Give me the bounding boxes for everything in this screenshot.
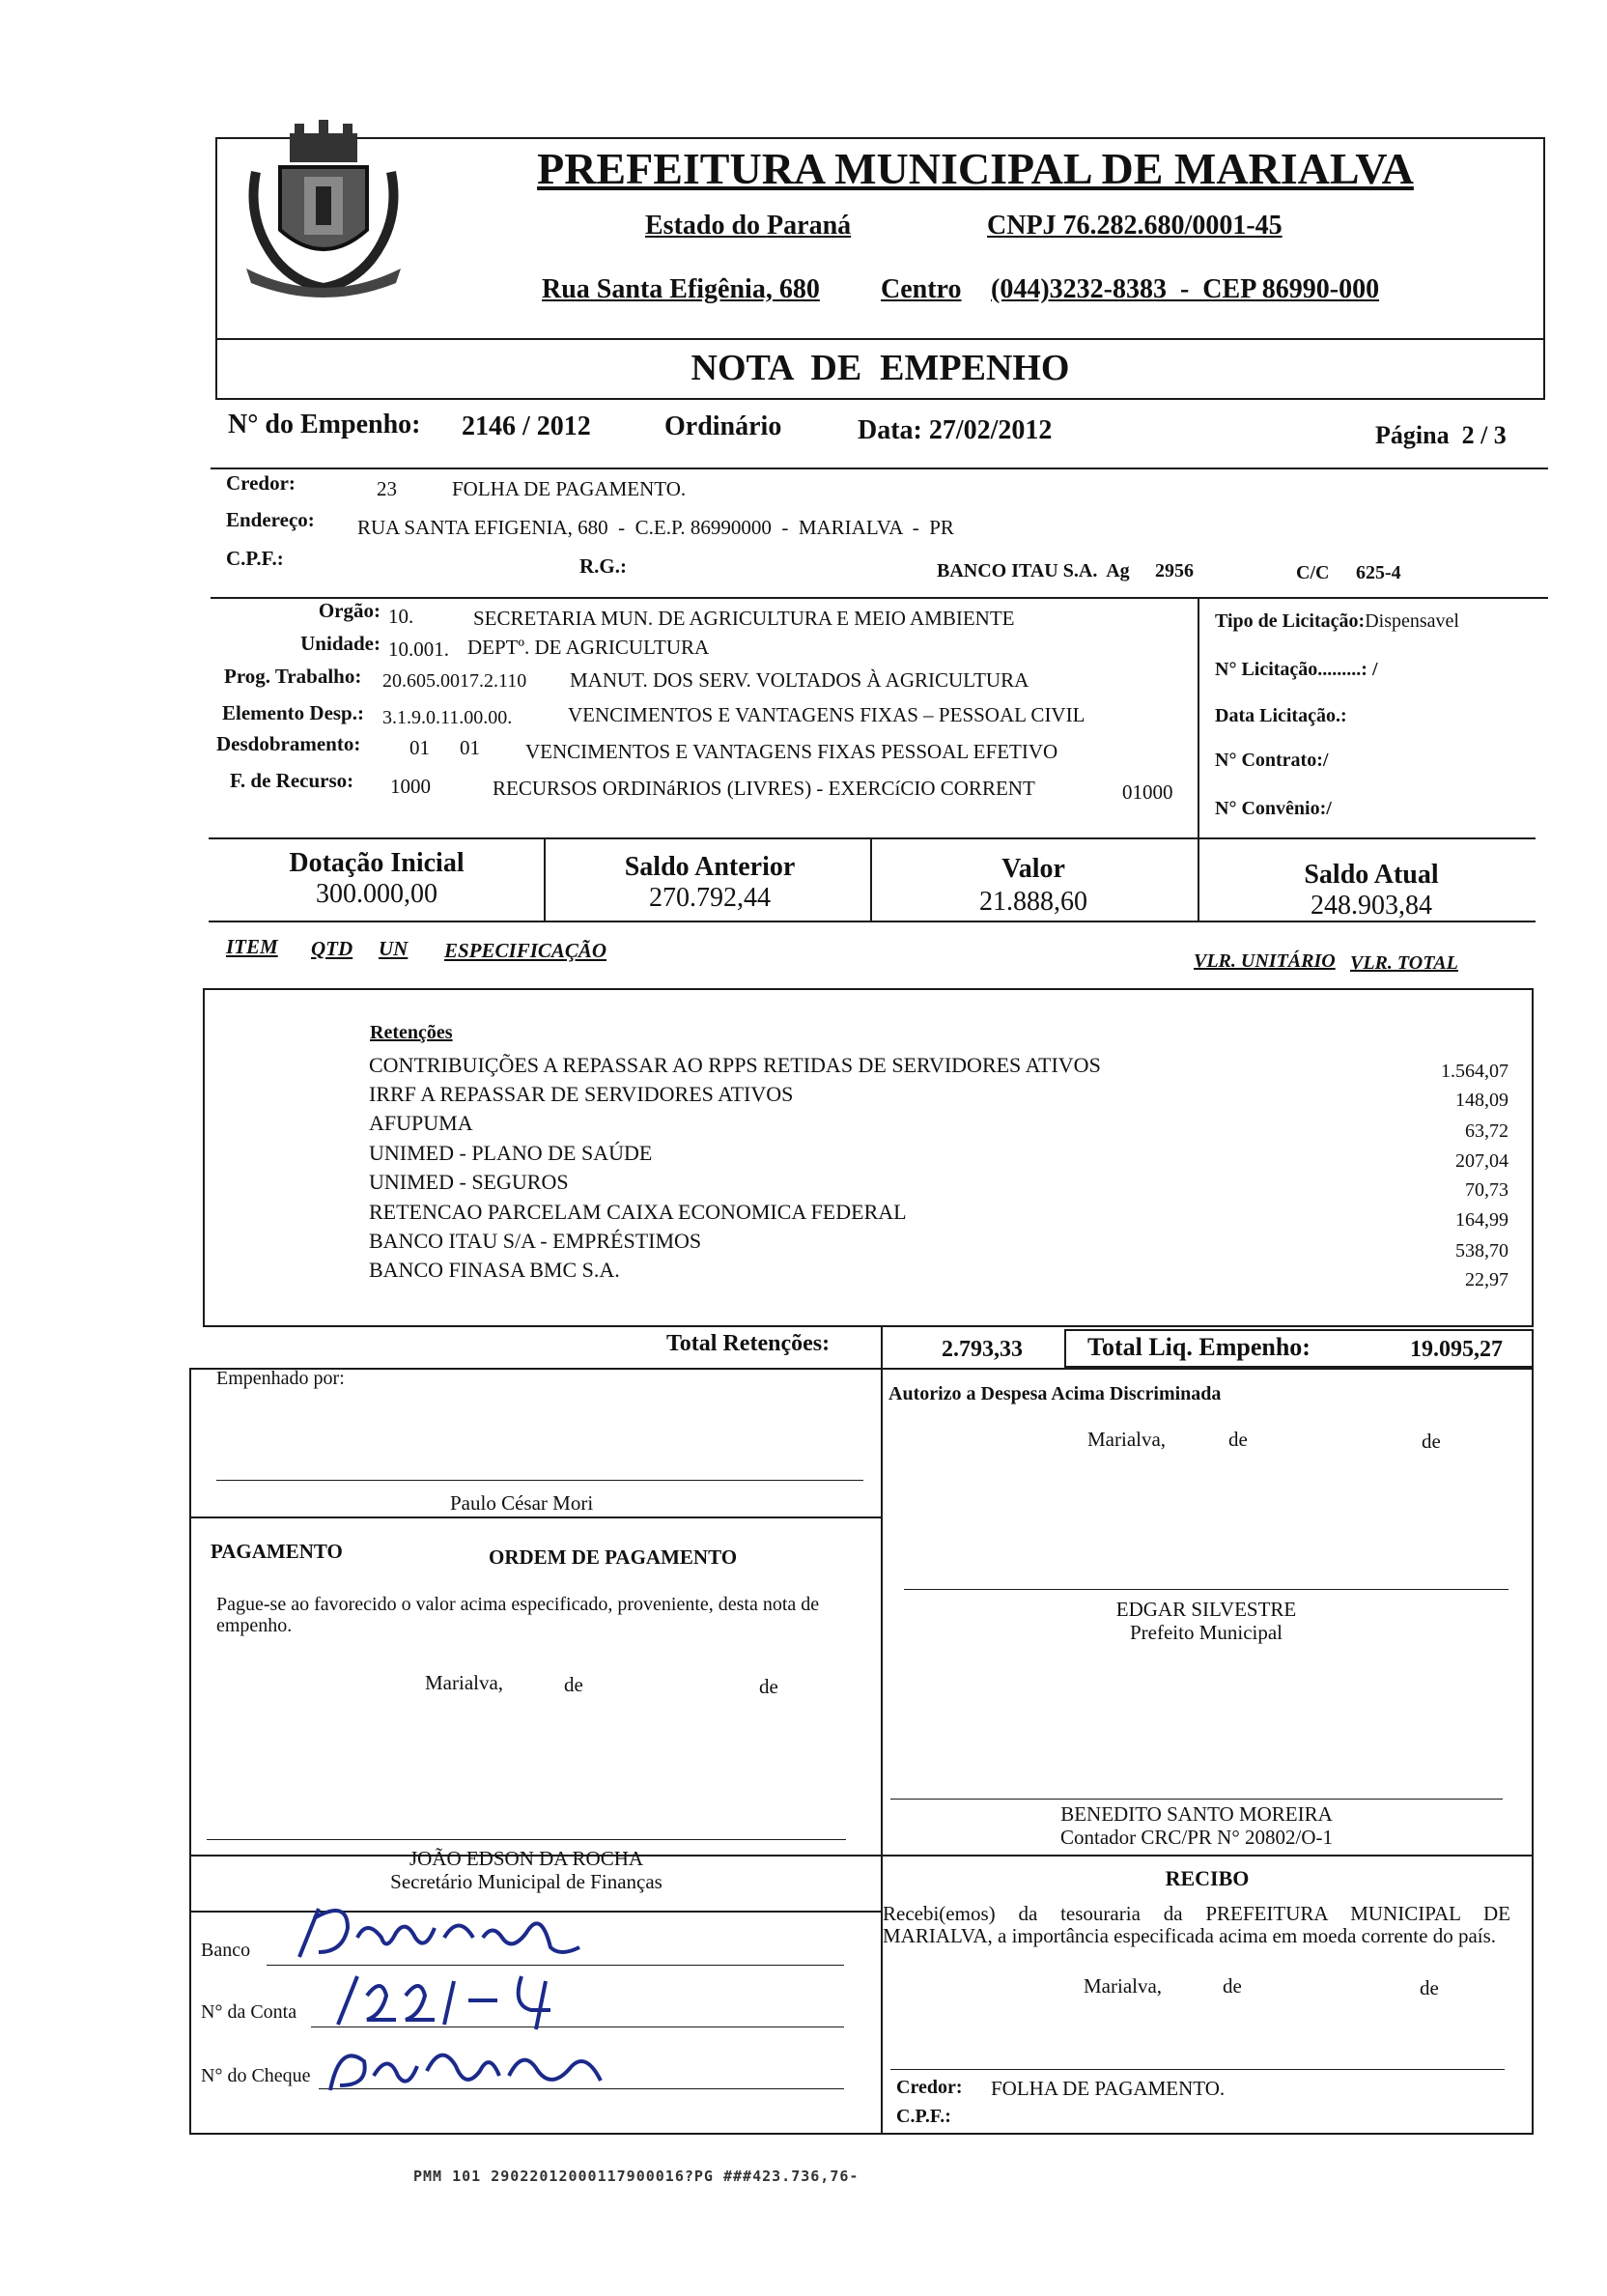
dotacao-value: 300.000,00 <box>316 879 437 909</box>
elemento-code: 3.1.9.0.11.00.00. <box>382 707 513 728</box>
desdobramento-a: 01 <box>409 736 430 759</box>
autorizo-de1: de <box>1228 1428 1248 1451</box>
orgao-label: Orgão: <box>318 599 381 622</box>
unidade-label: Unidade: <box>300 632 381 655</box>
col-un: UN <box>379 937 409 960</box>
account-number: 625-4 <box>1356 562 1401 583</box>
retencao-value: 207,04 <box>1455 1150 1508 1172</box>
orgao-name: SECRETARIA MUN. DE AGRICULTURA E MEIO AMBIENTE <box>473 607 1015 630</box>
retencao-value: 1.564,07 <box>1441 1061 1508 1082</box>
list-item <box>369 1200 1508 1229</box>
recibo-credor-label: Credor: <box>896 2077 963 2098</box>
list-item <box>369 1258 1508 1290</box>
retencao-value: 164,99 <box>1455 1209 1508 1231</box>
prog-code: 20.605.0017.2.110 <box>382 670 527 692</box>
dotacao-label: Dotação Inicial <box>289 848 465 878</box>
total-liq-value: 19.095,27 <box>1410 1337 1503 1362</box>
saldo-anterior-value: 270.792,44 <box>649 883 771 913</box>
saldo-anterior-label: Saldo Anterior <box>624 852 796 882</box>
numero-contrato: N° Contrato:/ <box>1215 750 1329 771</box>
retencao-value: 148,09 <box>1455 1090 1508 1111</box>
tipo-licitacao-label <box>1215 610 1459 633</box>
retencoes-title: Retenções <box>370 1022 453 1043</box>
prefeito-cargo: Prefeito Municipal <box>1129 1621 1283 1644</box>
retencao-desc: UNIMED - PLANO DE SAÚDE <box>369 1141 653 1165</box>
cheque-label: N° do Cheque <box>201 2065 311 2086</box>
list-item <box>369 1170 1508 1200</box>
header-neighborhood: Centro <box>881 274 962 304</box>
coat-of-arms-logo <box>237 114 410 307</box>
retencao-desc: BANCO ITAU S/A - EMPRÉSTIMOS <box>369 1229 702 1253</box>
recibo-credor-value: FOLHA DE PAGAMENTO. <box>991 2077 1226 2100</box>
recibo-de2: de <box>1420 1976 1439 1999</box>
rg-label: R.G.: <box>579 554 627 578</box>
unidade-code: 10.001. <box>388 638 449 661</box>
retencao-value: 538,70 <box>1455 1240 1508 1261</box>
page-number: Página 2 / 3 <box>1375 421 1507 449</box>
footer-stamp: PMM 101 29022012000117900016?PG ###423.736,76- <box>413 2168 860 2185</box>
empenho-label: N° do Empenho: <box>228 410 421 439</box>
pagamento-marialva: Marialva, <box>425 1671 504 1694</box>
header-title: PREFEITURA MUNICIPAL DE MARIALVA <box>537 144 1414 193</box>
pagamento-de2: de <box>759 1675 778 1698</box>
pague-se-text: Pague-se ao favorecido o valor acima especificado, proveniente, desta nota de empenho. <box>216 1594 820 1636</box>
col-item: ITEM <box>226 935 278 958</box>
account-label: C/C <box>1296 562 1330 583</box>
credor-name: FOLHA DE PAGAMENTO. <box>452 477 687 500</box>
document-title: NOTA DE EMPENHO <box>691 348 1070 388</box>
autorizo-marialva: Marialva, <box>1087 1428 1167 1451</box>
credor-label: Credor: <box>226 471 296 495</box>
empenho-number: 2146 / 2012 <box>462 411 591 441</box>
header-state: Estado do Paraná <box>645 211 852 241</box>
credor-code: 23 <box>377 477 397 500</box>
list-item <box>369 1141 1508 1170</box>
empenho-type: Ordinário <box>664 411 782 441</box>
retencao-value: 70,73 <box>1465 1179 1508 1201</box>
saldo-atual-label: Saldo Atual <box>1304 860 1439 890</box>
retencao-value: 63,72 <box>1465 1120 1508 1142</box>
numero-licitacao: N° Licitação.........: / <box>1215 659 1378 680</box>
header-phone-cep: (044)3232-8383 - CEP 86990-000 <box>991 274 1380 304</box>
retencoes-list <box>369 1053 1508 1290</box>
retencao-desc: RETENCAO PARCELAM CAIXA ECONOMICA FEDERAL <box>369 1200 907 1224</box>
col-vlr-unitario: VLR. UNITÁRIO <box>1194 950 1336 972</box>
bank-agency: 2956 <box>1155 560 1194 581</box>
header-address: Rua Santa Efigênia, 680 <box>542 274 820 304</box>
numero-convenio: N° Convênio:/ <box>1215 798 1332 819</box>
desdobramento-name: VENCIMENTOS E VANTAGENS FIXAS PESSOAL EFETIVO <box>525 740 1058 763</box>
total-retencoes-value: 2.793,33 <box>942 1337 1023 1362</box>
contador-cargo: Contador CRC/PR N° 20802/O-1 <box>1059 1826 1333 1849</box>
total-retencoes-label: Total Retenções: <box>666 1331 831 1356</box>
col-vlr-total: VLR. TOTAL <box>1350 952 1458 974</box>
valor-value: 21.888,60 <box>979 887 1087 917</box>
empenhado-nome: Paulo César Mori <box>450 1491 594 1515</box>
desdobramento-b: 01 <box>460 736 480 759</box>
col-especificacao: ESPECIFICAÇÃO <box>444 939 607 962</box>
secretario-cargo: Secretário Municipal de Finanças <box>390 1870 663 1893</box>
empenho-date: Data: 27/02/2012 <box>858 415 1053 445</box>
retencao-desc: CONTRIBUIÇÕES A REPASSAR AO RPPS RETIDAS DE SERVIDORES ATIVOS <box>369 1053 1101 1077</box>
empenhado-por-label: Empenhado por: <box>216 1368 345 1389</box>
retencao-desc: BANCO FINASA BMC S.A. <box>369 1258 620 1282</box>
tipo-licitacao-text: Tipo de Licitação: <box>1215 610 1366 632</box>
desdobramento-label: Desdobramento: <box>216 732 361 755</box>
contador-nome: BENEDITO SANTO MOREIRA <box>1060 1802 1333 1826</box>
ordem-pagamento-label: ORDEM DE PAGAMENTO <box>489 1545 738 1569</box>
bank-name: BANCO ITAU S.A. Ag <box>937 560 1130 581</box>
recurso-extra: 01000 <box>1122 780 1173 804</box>
pagamento-de1: de <box>564 1673 583 1696</box>
retencao-desc: UNIMED - SEGUROS <box>369 1170 569 1194</box>
banco-label: Banco <box>201 1940 251 1961</box>
list-item <box>369 1053 1508 1082</box>
secretario-nome: JOÃO EDSON DA ROCHA <box>409 1847 644 1870</box>
elemento-label: Elemento Desp.: <box>222 701 364 724</box>
endereco-value: RUA SANTA EFIGENIA, 680 - C.E.P. 86990000 - MARIALVA - PR <box>357 516 954 539</box>
data-licitacao: Data Licitação.: <box>1215 705 1347 726</box>
autorizo-de2: de <box>1422 1430 1441 1453</box>
retencao-value: 22,97 <box>1465 1269 1508 1290</box>
retencao-desc: IRRF A REPASSAR DE SERVIDORES ATIVOS <box>369 1082 794 1106</box>
recibo-marialva: Marialva, <box>1084 1974 1163 1998</box>
saldo-atual-value: 248.903,84 <box>1311 891 1432 921</box>
list-item <box>369 1229 1508 1261</box>
recibo-cpf-label: C.P.F.: <box>896 2106 951 2127</box>
cheque-signature <box>321 2032 610 2113</box>
orgao-code: 10. <box>388 605 414 628</box>
retencao-desc: AFUPUMA <box>369 1111 473 1135</box>
tipo-licitacao-value: Dispensavel <box>1365 610 1459 632</box>
recurso-label: F. de Recurso: <box>230 769 354 792</box>
prefeito-nome: EDGAR SILVESTRE <box>1115 1598 1297 1621</box>
recurso-code: 1000 <box>390 775 431 798</box>
list-item <box>369 1111 1508 1141</box>
recibo-text: Recebi(emos) da tesouraria da PREFEITURA MUNICIPAL DE MARIALVA, a importância especificada acima em moeda corrente do país. <box>883 1902 1510 1947</box>
conta-label: N° da Conta <box>201 2001 297 2023</box>
recurso-name: RECURSOS ORDINáRIOS (LIVRES) - EXERCíCIO CORRENT <box>493 777 1035 800</box>
autorizo-label: Autorizo a Despesa Acima Discriminada <box>888 1383 1222 1404</box>
endereco-label: Endereço: <box>226 508 315 531</box>
total-liq-label: Total Liq. Empenho: <box>1087 1333 1311 1361</box>
recibo-title: RECIBO <box>1165 1866 1250 1890</box>
col-qtd: QTD <box>311 937 353 960</box>
pagamento-label: PAGAMENTO <box>211 1540 343 1563</box>
header-cnpj: CNPJ 76.282.680/0001-45 <box>987 211 1283 241</box>
prog-label: Prog. Trabalho: <box>224 665 362 688</box>
unidade-name: DEPTº. DE AGRICULTURA <box>467 636 710 659</box>
recibo-de1: de <box>1223 1974 1242 1998</box>
cpf-label: C.P.F.: <box>226 547 284 570</box>
valor-label: Valor <box>1001 854 1065 884</box>
prog-name: MANUT. DOS SERV. VOLTADOS À AGRICULTURA <box>570 668 1029 692</box>
elemento-name: VENCIMENTOS E VANTAGENS FIXAS – PESSOAL CIVIL <box>568 703 1085 726</box>
list-item <box>369 1082 1508 1111</box>
